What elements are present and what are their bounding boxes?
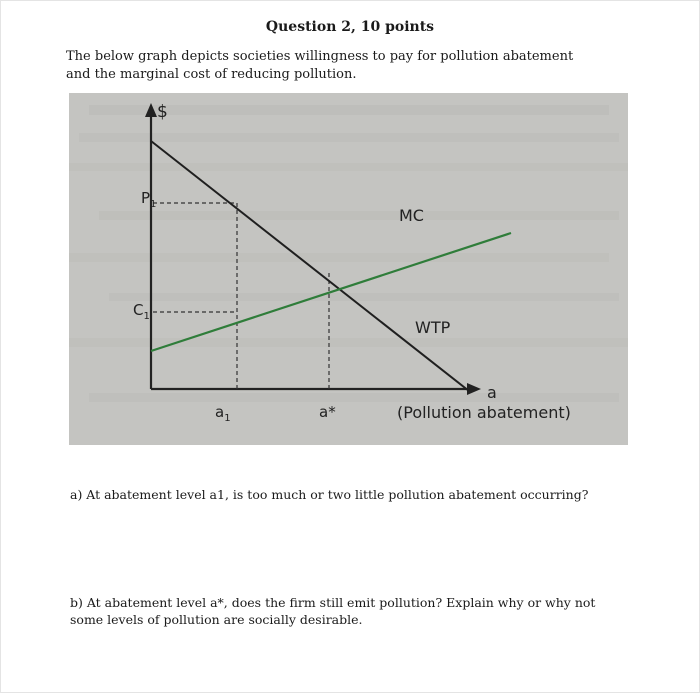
graph-photo — [69, 93, 628, 445]
question-part-b: b) At abatement level a*, does the firm still emit pollution? Explain why or why not some levels of pollution are socially desirable. — [70, 595, 596, 627]
mc-label: MC — [399, 206, 424, 225]
graph-svg — [69, 93, 628, 445]
question-intro: The below graph depicts societies willingness to pay for pollution abatement and the marginal cost of reducing pollution. — [66, 49, 574, 82]
x-axis-note: (Pollution abatement) — [397, 403, 571, 422]
c1-tick-label: $C_1$ — [133, 301, 150, 322]
wtp-label: WTP — [415, 318, 451, 337]
astar-tick-label: a* — [319, 403, 336, 421]
question-part-a: a) At abatement level a1, is too much or two little pollution abatement occurring? — [70, 487, 589, 502]
p1-tick-label: $P_1$ — [141, 189, 157, 210]
x-axis-label: a — [487, 383, 497, 402]
question-title: Question 2, 10 points — [265, 19, 435, 35]
a1-tick-label: $a_1$ — [215, 403, 231, 424]
bleed-through-texture — [69, 93, 628, 445]
y-axis-label: $ — [157, 102, 168, 122]
